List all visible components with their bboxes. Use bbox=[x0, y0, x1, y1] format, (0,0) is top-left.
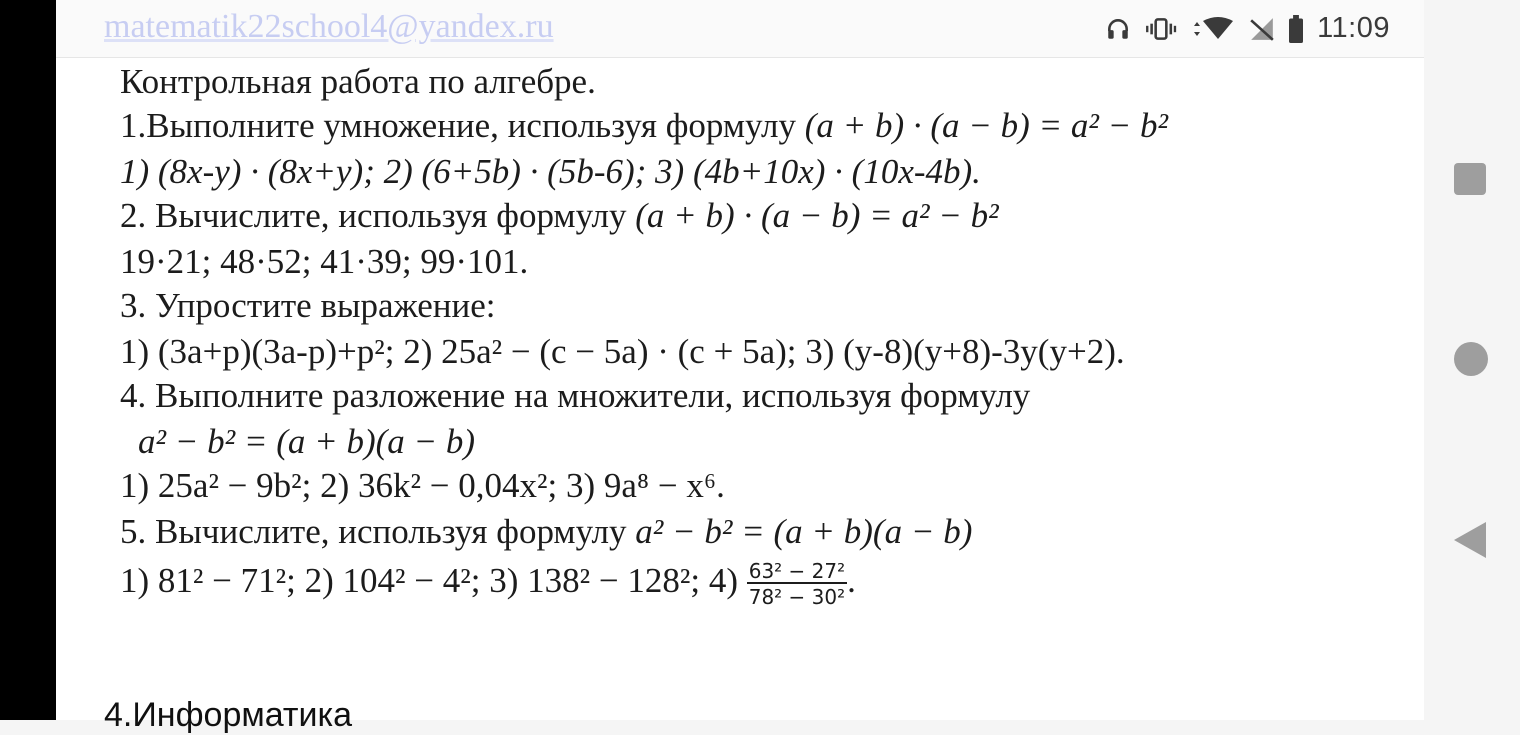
left-edge bbox=[0, 0, 56, 720]
task-1-heading: 1.Выполните умножение, используя формулу (a + b) · (a − b) = a² − b² bbox=[120, 106, 1169, 145]
clock: 11:09 bbox=[1317, 12, 1390, 44]
no-signal-icon bbox=[1249, 16, 1275, 42]
back-button[interactable] bbox=[1454, 522, 1486, 558]
task-1-formula: (a + b) · (a − b) = a² − b² bbox=[804, 106, 1169, 145]
task-5-items: 1) 81² − 71²; 2) 104² − 4²; 3) 138² − 128²; 4) $\frac{\text{63² − 27²}}{\text{78² − 30²}}$ . bbox=[120, 559, 856, 609]
task-3-heading: 3. Упростите выражение: bbox=[120, 286, 496, 325]
status-icons bbox=[1105, 12, 1390, 45]
next-section-heading: 4.Информатика bbox=[104, 696, 352, 734]
task-4-heading: 4. Выполните разложение на множители, используя формулу bbox=[120, 376, 1031, 415]
status-bar bbox=[56, 0, 1424, 58]
task-4-items: 1) 25a² − 9b²; 2) 36k² − 0,04x²; 3) 9a⁸ − x⁶. bbox=[120, 466, 725, 505]
doc-title: Контрольная работа по алгебре. bbox=[120, 62, 596, 101]
task-3-items: 1) (3a+p)(3a-p)+p²; 2) 25a² − (c − 5a) · (c + 5a); 3) (y-8)(y+8)-3y(y+2). bbox=[120, 332, 1125, 371]
task-5-formula: a² − b² = (a + b)(a − b) bbox=[635, 512, 973, 551]
task-2-heading: 2. Вычислите, используя формулу (a + b) · (a − b) = a² − b² bbox=[120, 196, 999, 235]
recents-button[interactable] bbox=[1454, 163, 1486, 195]
fraction bbox=[747, 560, 847, 608]
task-5-heading: 5. Вычислите, используя формулу a² − b² = (a + b)(a − b) bbox=[120, 512, 973, 551]
vibrate-icon bbox=[1145, 16, 1177, 42]
home-button[interactable] bbox=[1454, 342, 1488, 376]
task-1-items: 1) (8x-y) · (8x+y); 2) (6+5b) · (5b-6); 3) (4b+10x) · (10x-4b). bbox=[120, 152, 981, 191]
wifi-icon bbox=[1191, 16, 1235, 42]
task-2-formula: (a + b) · (a − b) = a² − b² bbox=[635, 196, 999, 235]
email-link[interactable]: matematik22school4@yandex.ru bbox=[104, 8, 554, 45]
task-2-items: 19·21; 48·52; 41·39; 99·101. bbox=[120, 242, 529, 281]
fraction-numerator: 63² − 27² bbox=[748, 559, 846, 583]
navigation-bar bbox=[1424, 0, 1520, 720]
fraction-denominator: 78² − 30² bbox=[748, 585, 846, 609]
task-4-formula: a² − b² = (a + b)(a − b) bbox=[138, 422, 476, 461]
document-page bbox=[56, 0, 1424, 734]
battery-icon bbox=[1289, 15, 1303, 43]
headphones-icon bbox=[1105, 16, 1131, 42]
